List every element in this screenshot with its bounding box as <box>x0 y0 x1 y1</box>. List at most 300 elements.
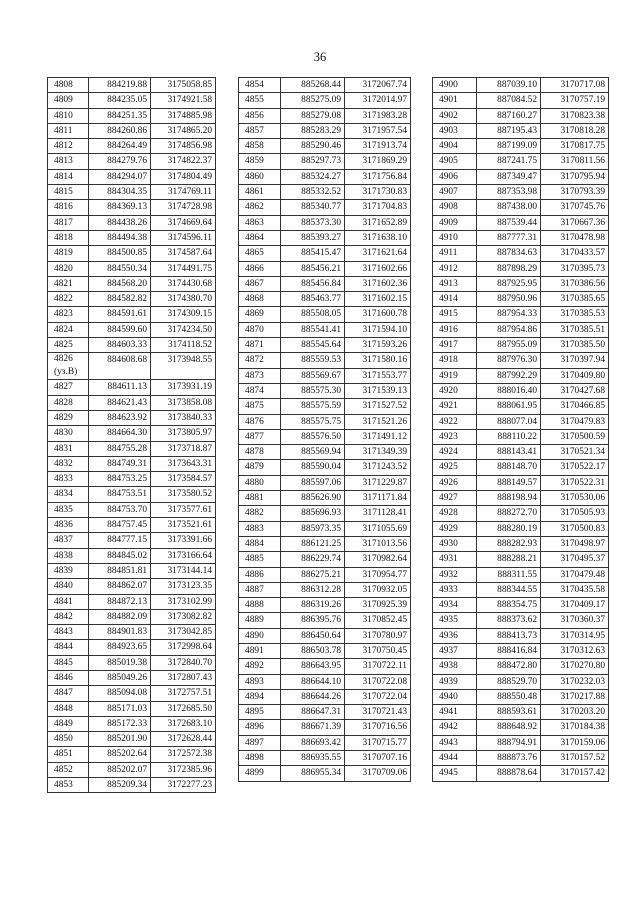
table-row <box>239 445 411 460</box>
y-coordinate-cell: 3170203.20 <box>541 705 609 720</box>
y-coordinate-cell: 3174596.11 <box>151 230 216 245</box>
x-coordinate-cell: 885463.77 <box>281 292 345 307</box>
x-coordinate-cell: 888354.75 <box>477 598 541 613</box>
y-coordinate-cell: 3174309.15 <box>151 307 216 322</box>
x-coordinate-cell: 887976.30 <box>477 353 541 368</box>
point-number-cell: 4877 <box>239 429 281 444</box>
x-coordinate-cell: 884851.81 <box>89 563 151 578</box>
x-coordinate-cell: 888282.93 <box>477 536 541 551</box>
point-number-cell: 4872 <box>239 353 281 368</box>
y-coordinate-cell: 3171521.26 <box>345 414 411 429</box>
y-coordinate-cell: 3170409.80 <box>541 368 609 383</box>
y-coordinate-cell: 3171652.89 <box>345 215 411 230</box>
x-coordinate-cell: 885094.08 <box>89 686 151 701</box>
y-coordinate-cell: 3170157.52 <box>541 751 609 766</box>
point-number-cell: 4930 <box>433 536 477 551</box>
point-number-cell: 4927 <box>433 491 477 506</box>
x-coordinate-cell: 887925.95 <box>477 276 541 291</box>
x-coordinate-cell: 884623.92 <box>89 410 151 425</box>
point-number-cell: 4812 <box>48 139 89 154</box>
x-coordinate-cell: 887954.86 <box>477 322 541 337</box>
y-coordinate-cell: 3170505.93 <box>541 506 609 521</box>
x-coordinate-cell: 884882.09 <box>89 609 151 624</box>
table-row <box>48 108 216 123</box>
table-row <box>48 670 216 685</box>
x-coordinate-cell: 888198.94 <box>477 491 541 506</box>
point-number-cell: 4830 <box>48 426 89 441</box>
x-coordinate-cell: 888288.21 <box>477 552 541 567</box>
point-number-cell: 4909 <box>433 215 477 230</box>
y-coordinate-cell: 3172572.38 <box>151 747 216 762</box>
x-coordinate-cell: 885283.29 <box>281 123 345 138</box>
y-coordinate-cell: 3173718.87 <box>151 441 216 456</box>
table-row <box>48 276 216 291</box>
x-coordinate-cell: 884753.25 <box>89 472 151 487</box>
table-row <box>239 383 411 398</box>
table-row <box>48 533 216 548</box>
x-coordinate-cell: 886671.39 <box>281 720 345 735</box>
y-coordinate-cell: 3170360.37 <box>541 613 609 628</box>
table-row <box>239 720 411 735</box>
x-coordinate-cell: 884438.26 <box>89 215 151 230</box>
x-coordinate-cell: 887898.29 <box>477 261 541 276</box>
point-number-cell: 4817 <box>48 215 89 230</box>
table-row <box>48 292 216 307</box>
table-row <box>48 686 216 701</box>
x-coordinate-cell: 885415.47 <box>281 246 345 261</box>
table-row <box>48 338 216 353</box>
point-number-cell: 4814 <box>48 169 89 184</box>
point-number-cell: 4833 <box>48 472 89 487</box>
y-coordinate-cell: 3170157.42 <box>541 766 609 781</box>
point-number-cell: 4846 <box>48 670 89 685</box>
x-coordinate-cell: 887199.09 <box>477 139 541 154</box>
point-number-cell: 4844 <box>48 640 89 655</box>
table-row <box>239 368 411 383</box>
point-number-cell: 4866 <box>239 261 281 276</box>
point-number-cell: 4920 <box>433 383 477 398</box>
table-row <box>433 338 609 353</box>
x-coordinate-cell: 888593.61 <box>477 705 541 720</box>
point-number-cell: 4938 <box>433 659 477 674</box>
y-coordinate-cell: 3173584.57 <box>151 472 216 487</box>
y-coordinate-cell: 3174234.50 <box>151 322 216 337</box>
x-coordinate-cell: 885456.21 <box>281 261 345 276</box>
x-coordinate-cell: 885268.44 <box>281 78 345 93</box>
x-coordinate-cell: 885373.30 <box>281 215 345 230</box>
y-coordinate-cell: 3170715.77 <box>345 735 411 750</box>
point-number-cell: 4924 <box>433 445 477 460</box>
point-number-cell: 4910 <box>433 230 477 245</box>
y-coordinate-cell: 3171013.56 <box>345 536 411 551</box>
y-coordinate-cell: 3170435.58 <box>541 582 609 597</box>
point-number-cell: 4826 (уз.В) <box>48 353 89 380</box>
table-row <box>239 169 411 184</box>
x-coordinate-cell: 887039.10 <box>477 78 541 93</box>
table-row <box>239 735 411 750</box>
table-row <box>48 762 216 777</box>
y-coordinate-cell: 3171638.10 <box>345 230 411 245</box>
x-coordinate-cell: 884845.02 <box>89 548 151 563</box>
point-number-cell: 4809 <box>48 93 89 108</box>
x-coordinate-cell: 884582.82 <box>89 292 151 307</box>
point-number-cell: 4943 <box>433 735 477 750</box>
x-coordinate-cell: 888148.70 <box>477 460 541 475</box>
table-row <box>239 751 411 766</box>
y-coordinate-cell: 3170314.95 <box>541 628 609 643</box>
y-coordinate-cell: 3170817.75 <box>541 139 609 154</box>
table-row <box>239 93 411 108</box>
table-row <box>239 475 411 490</box>
y-coordinate-cell: 3173391.66 <box>151 533 216 548</box>
table-row <box>433 399 609 414</box>
table-row <box>48 307 216 322</box>
point-number-cell: 4884 <box>239 536 281 551</box>
point-number-cell: 4856 <box>239 108 281 123</box>
y-coordinate-cell: 3173643.31 <box>151 456 216 471</box>
point-number-cell: 4918 <box>433 353 477 368</box>
point-number-cell: 4893 <box>239 674 281 689</box>
table-row <box>48 456 216 471</box>
x-coordinate-cell: 884500.85 <box>89 246 151 261</box>
x-coordinate-cell: 884251.35 <box>89 108 151 123</box>
x-coordinate-cell: 884599.60 <box>89 322 151 337</box>
y-coordinate-cell: 3170385.50 <box>541 338 609 353</box>
x-coordinate-cell: 885508.05 <box>281 307 345 322</box>
table-row <box>48 655 216 670</box>
point-number-cell: 4902 <box>433 108 477 123</box>
y-coordinate-cell: 3170397.94 <box>541 353 609 368</box>
table-row <box>48 640 216 655</box>
point-number-cell: 4944 <box>433 751 477 766</box>
table-row <box>433 705 609 720</box>
coordinates-table-1 <box>47 77 216 793</box>
table-row <box>239 322 411 337</box>
point-number-cell: 4874 <box>239 383 281 398</box>
y-coordinate-cell: 3174865.20 <box>151 123 216 138</box>
table-row <box>433 506 609 521</box>
point-number-cell: 4829 <box>48 410 89 425</box>
x-coordinate-cell: 887195.43 <box>477 123 541 138</box>
table-row <box>48 395 216 410</box>
y-coordinate-cell: 3170479.83 <box>541 414 609 429</box>
table-row <box>239 139 411 154</box>
x-coordinate-cell: 884621.43 <box>89 395 151 410</box>
y-coordinate-cell: 3172807.43 <box>151 670 216 685</box>
point-number-cell: 4850 <box>48 732 89 747</box>
y-coordinate-cell: 3170717.08 <box>541 78 609 93</box>
y-coordinate-cell: 3174856.98 <box>151 139 216 154</box>
y-coordinate-cell: 3173948.55 <box>151 353 216 380</box>
x-coordinate-cell: 884550.34 <box>89 261 151 276</box>
table-row <box>433 628 609 643</box>
point-number-cell: 4916 <box>433 322 477 337</box>
point-number-cell: 4881 <box>239 491 281 506</box>
point-number-cell: 4834 <box>48 487 89 502</box>
x-coordinate-cell: 885172.33 <box>89 716 151 731</box>
y-coordinate-cell: 3170385.65 <box>541 292 609 307</box>
x-coordinate-cell: 885340.77 <box>281 200 345 215</box>
y-coordinate-cell: 3171171.84 <box>345 491 411 506</box>
point-number-cell: 4937 <box>433 643 477 658</box>
table-row <box>433 674 609 689</box>
y-coordinate-cell: 3174822.37 <box>151 154 216 169</box>
point-number-cell: 4816 <box>48 200 89 215</box>
y-coordinate-cell: 3170495.37 <box>541 552 609 567</box>
point-number-cell: 4869 <box>239 307 281 322</box>
x-coordinate-cell: 885202.07 <box>89 762 151 777</box>
x-coordinate-cell: 884260.86 <box>89 123 151 138</box>
table-row <box>239 552 411 567</box>
x-coordinate-cell: 885559.53 <box>281 353 345 368</box>
y-coordinate-cell: 3170386.56 <box>541 276 609 291</box>
x-coordinate-cell: 888311.55 <box>477 567 541 582</box>
y-coordinate-cell: 3170217.88 <box>541 689 609 704</box>
table-row <box>433 582 609 597</box>
table-row <box>239 628 411 643</box>
x-coordinate-cell: 886693.42 <box>281 735 345 750</box>
y-coordinate-cell: 3170395.73 <box>541 261 609 276</box>
y-coordinate-cell: 3170750.45 <box>345 643 411 658</box>
x-coordinate-cell: 885275.09 <box>281 93 345 108</box>
point-number-cell: 4857 <box>239 123 281 138</box>
point-number-cell: 4822 <box>48 292 89 307</box>
y-coordinate-cell: 3170500.83 <box>541 521 609 536</box>
point-number-cell: 4934 <box>433 598 477 613</box>
table-row <box>433 93 609 108</box>
x-coordinate-cell: 886229.74 <box>281 552 345 567</box>
table-row <box>239 705 411 720</box>
table-row <box>48 139 216 154</box>
y-coordinate-cell: 3171602.66 <box>345 261 411 276</box>
y-coordinate-cell: 3172757.51 <box>151 686 216 701</box>
y-coordinate-cell: 3171869.29 <box>345 154 411 169</box>
y-coordinate-cell: 3171594.10 <box>345 322 411 337</box>
table-row <box>433 598 609 613</box>
point-number-cell: 4852 <box>48 762 89 777</box>
table-row <box>48 594 216 609</box>
x-coordinate-cell: 885456.84 <box>281 276 345 291</box>
point-number-cell: 4840 <box>48 579 89 594</box>
table-row <box>48 261 216 276</box>
table-row <box>48 185 216 200</box>
point-number-cell: 4845 <box>48 655 89 670</box>
table-row <box>239 215 411 230</box>
table-row <box>433 215 609 230</box>
x-coordinate-cell: 884753.70 <box>89 502 151 517</box>
x-coordinate-cell: 884235.05 <box>89 93 151 108</box>
point-number-cell: 4941 <box>433 705 477 720</box>
table-row <box>433 292 609 307</box>
y-coordinate-cell: 3170722.08 <box>345 674 411 689</box>
point-number-cell: 4915 <box>433 307 477 322</box>
x-coordinate-cell: 885202.64 <box>89 747 151 762</box>
x-coordinate-cell: 884664.30 <box>89 426 151 441</box>
table-row <box>48 487 216 502</box>
point-number-cell: 4913 <box>433 276 477 291</box>
x-coordinate-cell: 887241.75 <box>477 154 541 169</box>
y-coordinate-cell: 3170707.16 <box>345 751 411 766</box>
table-row <box>48 380 216 395</box>
point-number-cell: 4891 <box>239 643 281 658</box>
y-coordinate-cell: 3171243.52 <box>345 460 411 475</box>
x-coordinate-cell: 884901.83 <box>89 625 151 640</box>
y-coordinate-cell: 3173580.52 <box>151 487 216 502</box>
x-coordinate-cell: 884279.76 <box>89 154 151 169</box>
table-row <box>433 383 609 398</box>
point-number-cell: 4859 <box>239 154 281 169</box>
x-coordinate-cell: 886644.26 <box>281 689 345 704</box>
y-coordinate-cell: 3170159.06 <box>541 735 609 750</box>
table-row <box>239 108 411 123</box>
table-row <box>433 475 609 490</box>
table-row <box>48 78 216 93</box>
y-coordinate-cell: 3170811.56 <box>541 154 609 169</box>
table-row <box>239 414 411 429</box>
y-coordinate-cell: 3174769.11 <box>151 185 216 200</box>
table-row <box>239 643 411 658</box>
point-number-cell: 4879 <box>239 460 281 475</box>
point-number-cell: 4882 <box>239 506 281 521</box>
point-number-cell: 4815 <box>48 185 89 200</box>
y-coordinate-cell: 3172998.64 <box>151 640 216 655</box>
table-row <box>48 322 216 337</box>
table-row <box>433 139 609 154</box>
table-row <box>433 720 609 735</box>
table-row <box>48 246 216 261</box>
y-coordinate-cell: 3171756.84 <box>345 169 411 184</box>
x-coordinate-cell: 888794.91 <box>477 735 541 750</box>
point-number-cell: 4828 <box>48 395 89 410</box>
table-row <box>239 536 411 551</box>
y-coordinate-cell: 3174491.75 <box>151 261 216 276</box>
table-row <box>433 735 609 750</box>
point-number-cell: 4898 <box>239 751 281 766</box>
x-coordinate-cell: 885049.26 <box>89 670 151 685</box>
x-coordinate-cell: 885279.08 <box>281 108 345 123</box>
table-row <box>48 123 216 138</box>
point-number-cell: 4832 <box>48 456 89 471</box>
y-coordinate-cell: 3170433.57 <box>541 246 609 261</box>
table-row <box>433 429 609 444</box>
point-number-cell: 4811 <box>48 123 89 138</box>
table-row <box>239 154 411 169</box>
point-number-cell: 4894 <box>239 689 281 704</box>
point-number-cell: 4824 <box>48 322 89 337</box>
x-coordinate-cell: 887834.63 <box>477 246 541 261</box>
x-coordinate-cell: 886503.78 <box>281 643 345 658</box>
y-coordinate-cell: 3171580.16 <box>345 353 411 368</box>
y-coordinate-cell: 3170466.85 <box>541 399 609 414</box>
x-coordinate-cell: 884369.13 <box>89 200 151 215</box>
x-coordinate-cell: 888529.70 <box>477 674 541 689</box>
x-coordinate-cell: 886955.34 <box>281 766 345 781</box>
table-row <box>433 445 609 460</box>
x-coordinate-cell: 888149.57 <box>477 475 541 490</box>
y-coordinate-cell: 3174921.58 <box>151 93 216 108</box>
x-coordinate-cell: 886312.28 <box>281 582 345 597</box>
x-coordinate-cell: 884294.07 <box>89 169 151 184</box>
table-row <box>433 322 609 337</box>
point-number-cell: 4911 <box>433 246 477 261</box>
table-row <box>239 613 411 628</box>
table-row <box>239 399 411 414</box>
y-coordinate-cell: 3170925.39 <box>345 598 411 613</box>
y-coordinate-cell: 3170409.17 <box>541 598 609 613</box>
table-row <box>433 567 609 582</box>
table-row <box>433 536 609 551</box>
point-number-cell: 4808 <box>48 78 89 93</box>
x-coordinate-cell: 886935.55 <box>281 751 345 766</box>
y-coordinate-cell: 3174885.98 <box>151 108 216 123</box>
x-coordinate-cell: 885973.35 <box>281 521 345 536</box>
point-number-cell: 4867 <box>239 276 281 291</box>
x-coordinate-cell: 885626.90 <box>281 491 345 506</box>
table-row <box>48 472 216 487</box>
y-coordinate-cell: 3174380.70 <box>151 292 216 307</box>
x-coordinate-cell: 887349.47 <box>477 169 541 184</box>
x-coordinate-cell: 886275.21 <box>281 567 345 582</box>
point-number-cell: 4923 <box>433 429 477 444</box>
point-number-cell: 4903 <box>433 123 477 138</box>
point-number-cell: 4890 <box>239 628 281 643</box>
y-coordinate-cell: 3171128.41 <box>345 506 411 521</box>
y-coordinate-cell: 3171602.15 <box>345 292 411 307</box>
point-number-cell: 4885 <box>239 552 281 567</box>
point-number-cell: 4843 <box>48 625 89 640</box>
x-coordinate-cell: 888110.22 <box>477 429 541 444</box>
point-number-cell: 4851 <box>48 747 89 762</box>
y-coordinate-cell: 3172685.50 <box>151 701 216 716</box>
point-number-cell: 4925 <box>433 460 477 475</box>
point-number-cell: 4810 <box>48 108 89 123</box>
table-row <box>48 625 216 640</box>
x-coordinate-cell: 887950.96 <box>477 292 541 307</box>
y-coordinate-cell: 3172683.10 <box>151 716 216 731</box>
point-number-cell: 4887 <box>239 582 281 597</box>
point-number-cell: 4870 <box>239 322 281 337</box>
point-number-cell: 4919 <box>433 368 477 383</box>
y-coordinate-cell: 3170498.97 <box>541 536 609 551</box>
table-row <box>48 747 216 762</box>
table-row <box>239 521 411 536</box>
point-number-cell: 4818 <box>48 230 89 245</box>
y-coordinate-cell: 3170722.04 <box>345 689 411 704</box>
table-row <box>433 185 609 200</box>
point-number-cell: 4831 <box>48 441 89 456</box>
y-coordinate-cell: 3172014.97 <box>345 93 411 108</box>
table-row <box>239 598 411 613</box>
y-coordinate-cell: 3173858.08 <box>151 395 216 410</box>
point-number-cell: 4813 <box>48 154 89 169</box>
point-number-cell: 4897 <box>239 735 281 750</box>
y-coordinate-cell: 3170745.76 <box>541 200 609 215</box>
y-coordinate-cell: 3171621.64 <box>345 246 411 261</box>
point-number-cell: 4883 <box>239 521 281 536</box>
table-row <box>433 552 609 567</box>
y-coordinate-cell: 3171553.77 <box>345 368 411 383</box>
x-coordinate-cell: 888016.40 <box>477 383 541 398</box>
y-coordinate-cell: 3170823.38 <box>541 108 609 123</box>
y-coordinate-cell: 3171600.78 <box>345 307 411 322</box>
point-number-cell: 4873 <box>239 368 281 383</box>
y-coordinate-cell: 3170270.80 <box>541 659 609 674</box>
table-row <box>239 78 411 93</box>
table-row <box>239 123 411 138</box>
x-coordinate-cell: 887992.29 <box>477 368 541 383</box>
y-coordinate-cell: 3170312.63 <box>541 643 609 658</box>
point-number-cell: 4878 <box>239 445 281 460</box>
